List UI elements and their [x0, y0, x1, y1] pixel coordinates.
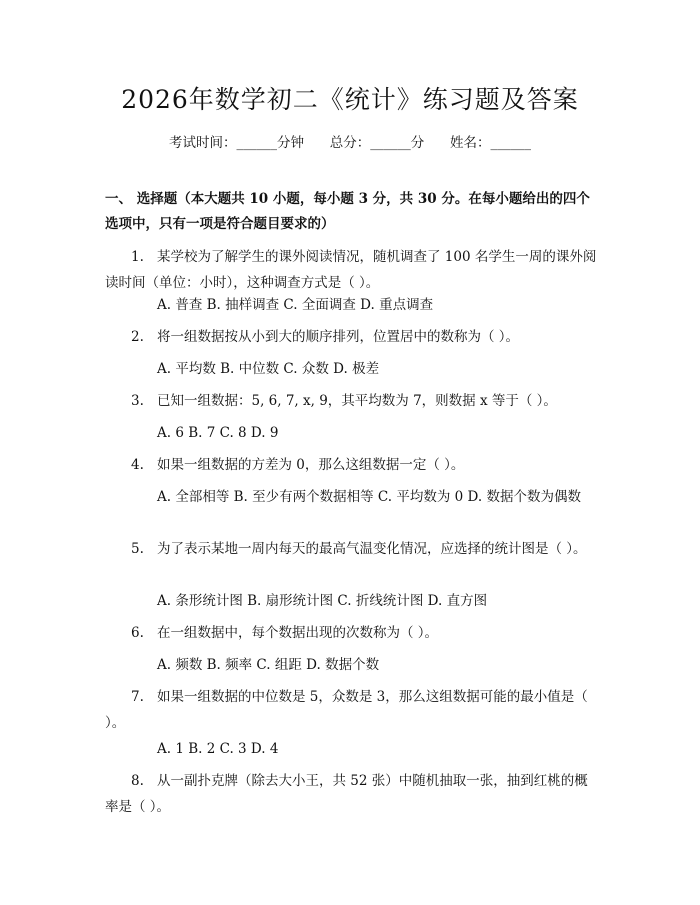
question-text: 从一副扑克牌（除去大小王，共 52 张）中随机抽取一张，抽到红桃的概率是（ ）。	[105, 773, 588, 815]
question-text: 已知一组数据：5, 6, 7, x, 9，其平均数为 7，则数据 x 等于（ ）。	[157, 393, 557, 409]
question-6	[105, 620, 600, 646]
question-text: 在一组数据中，每个数据出现的次数称为（ ）。	[157, 625, 439, 641]
question-number: 2.	[131, 329, 144, 345]
question-7-options: A. 1 B. 2 C. 3 D. 4	[157, 741, 279, 757]
question-text: 将一组数据按从小到大的顺序排列，位置居中的数称为（ ）。	[157, 329, 520, 345]
question-2	[105, 324, 600, 350]
question-1	[105, 244, 600, 296]
question-4	[105, 452, 600, 478]
question-text: 如果一组数据的中位数是 5，众数是 3，那么这组数据可能的最小值是（ ）。	[105, 689, 588, 731]
question-3	[105, 388, 600, 414]
question-4-options: A. 全部相等 B. 至少有两个数据相等 C. 平均数为 0 D. 数据个数为偶数	[157, 489, 581, 505]
question-2-options: A. 平均数 B. 中位数 C. 众数 D. 极差	[157, 361, 380, 377]
question-number: 6.	[131, 625, 144, 641]
question-number: 7.	[131, 689, 144, 705]
question-number: 5.	[131, 541, 144, 557]
exam-info-line: 考试时间：______分钟 总分：______分 姓名：______	[169, 135, 531, 151]
question-6-options: A. 频数 B. 频率 C. 组距 D. 数据个数	[157, 657, 380, 673]
question-number: 3.	[131, 393, 144, 409]
question-text: 如果一组数据的方差为 0，那么这组数据一定（ ）。	[157, 457, 465, 473]
question-number: 4.	[131, 457, 144, 473]
question-5-options: A. 条形统计图 B. 扇形统计图 C. 折线统计图 D. 直方图	[157, 593, 488, 609]
page-title: 2026年数学初二《统计》练习题及答案	[121, 85, 579, 114]
question-3-options: A. 6 B. 7 C. 8 D. 9	[157, 425, 279, 441]
question-number: 1.	[131, 249, 144, 265]
question-8	[105, 768, 600, 820]
section-heading: 一、 选择题（本大题共 10 小题，每小题 3 分，共 30 分。在每小题给出的四个选项中，只有一项是符合题目要求的）	[105, 191, 590, 232]
question-number: 8.	[131, 773, 144, 789]
question-5	[105, 536, 600, 562]
question-text: 某学校为了解学生的课外阅读情况，随机调查了 100 名学生一周的课外阅读时间（单位：小时），这种调查方式是（ ）。	[105, 249, 597, 291]
question-7	[105, 684, 600, 736]
question-text: 为了表示某地一周内每天的最高气温变化情况，应选择的统计图是（ ）。	[157, 541, 587, 557]
question-1-options: A. 普查 B. 抽样调查 C. 全面调查 D. 重点调查	[157, 297, 434, 313]
